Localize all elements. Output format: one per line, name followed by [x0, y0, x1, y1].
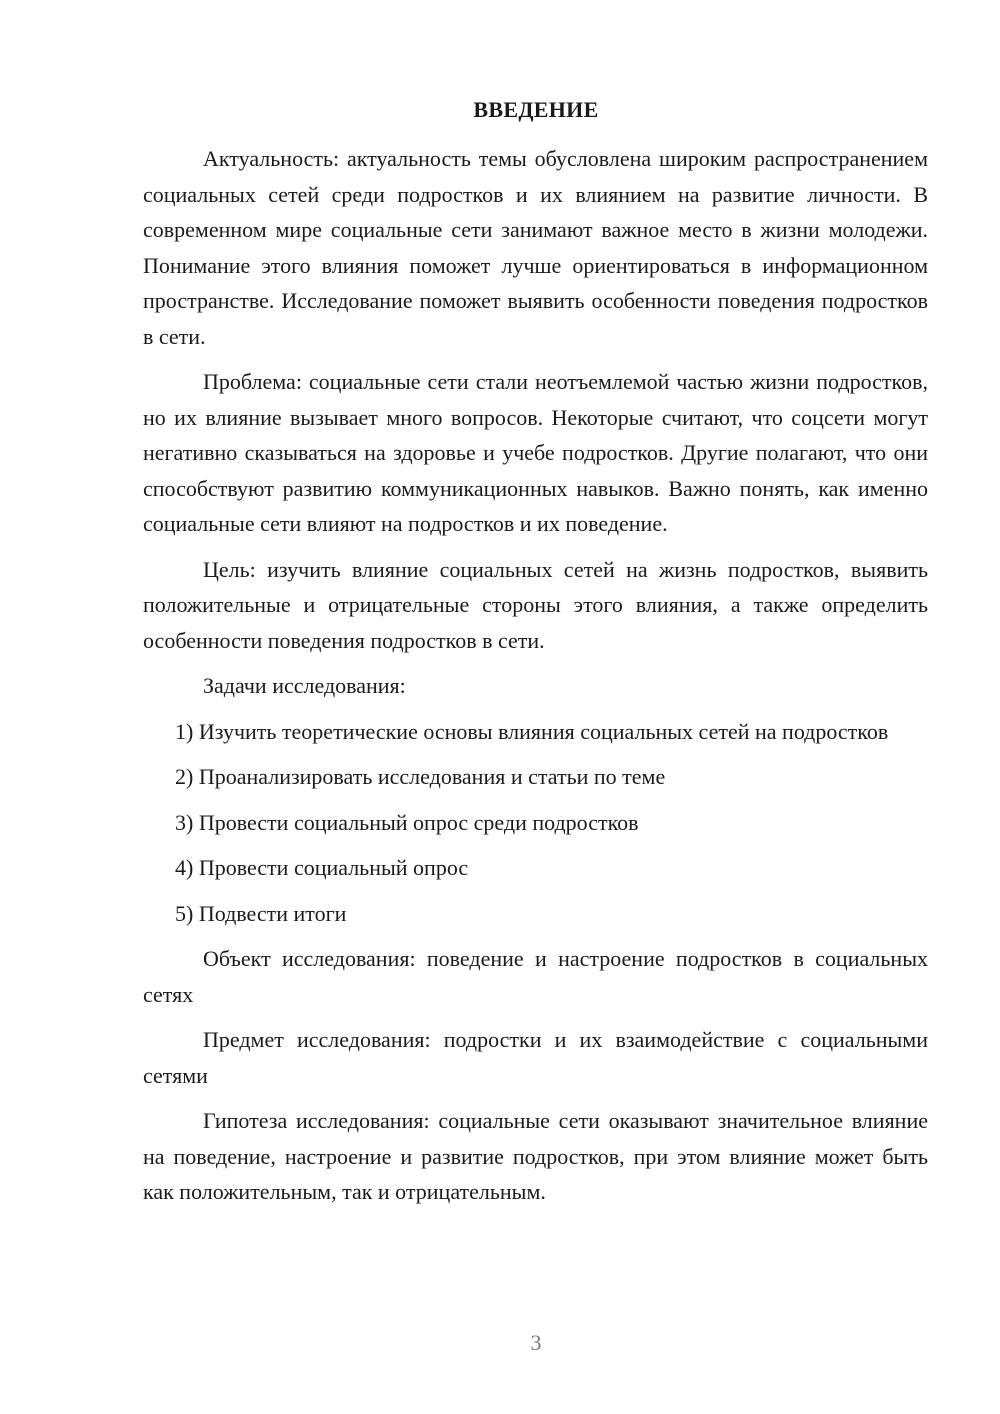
- paragraph-subject: Предмет исследования: подростки и их взаимодействие с социальными сетями: [143, 1027, 928, 1088]
- section-heading: ВВЕДЕНИЕ: [473, 97, 599, 122]
- paragraph-object: Объект исследования: поведение и настроение подростков в социальных сетях: [143, 946, 928, 1007]
- list-item-task-1: 1) Изучить теоретические основы влияния социальных сетей на подростков: [175, 718, 889, 744]
- paragraph-problem: Проблема: социальные сети стали неотъемлемой частью жизни подростков, но их влияние вызывает много вопросов. Некоторые считают, что соцсети могут негативно сказываться на здоровье и учебе подростков. Другие полагают, что они способствуют развитию коммуникационных навыков. Важно понять, как именно социальные сети влияют на подростков и их поведение.: [143, 369, 928, 536]
- paragraph-relevance: Актуальность: актуальность темы обусловлена широким распространением социальных сетей среди подростков и их влиянием на развитие личности. В современном мире социальные сети занимают важное место в жизни молодежи. Понимание этого влияния поможет лучше ориентироваться в информационном пространстве. Исследование поможет выявить особенности поведения подростков в сети.: [143, 146, 928, 349]
- list-item-task-3: 3) Провести социальный опрос среди подростков: [175, 809, 639, 835]
- list-item-task-2: 2) Проанализировать исследования и статьи по теме: [175, 764, 666, 789]
- body-text: [143, 141, 928, 1210]
- paragraph-tasks-title: Задачи исследования:: [203, 673, 406, 698]
- page-number: 3: [530, 1330, 542, 1355]
- list-item-task-5: 5) Подвести итоги: [175, 900, 347, 926]
- list-item-task-4: 4) Провести социальный опрос: [175, 855, 469, 880]
- paragraph-hypothesis: Гипотеза исследования: социальные сети оказывают значительное влияние на поведение, настроение и развитие подростков, при этом влияние может быть как положительным, так и отрицательным.: [143, 1108, 928, 1204]
- paragraph-goal: Цель: изучить влияние социальных сетей на жизнь подростков, выявить положительные и отрицательные стороны этого влияния, а также определить особенности поведения подростков в сети.: [143, 556, 928, 653]
